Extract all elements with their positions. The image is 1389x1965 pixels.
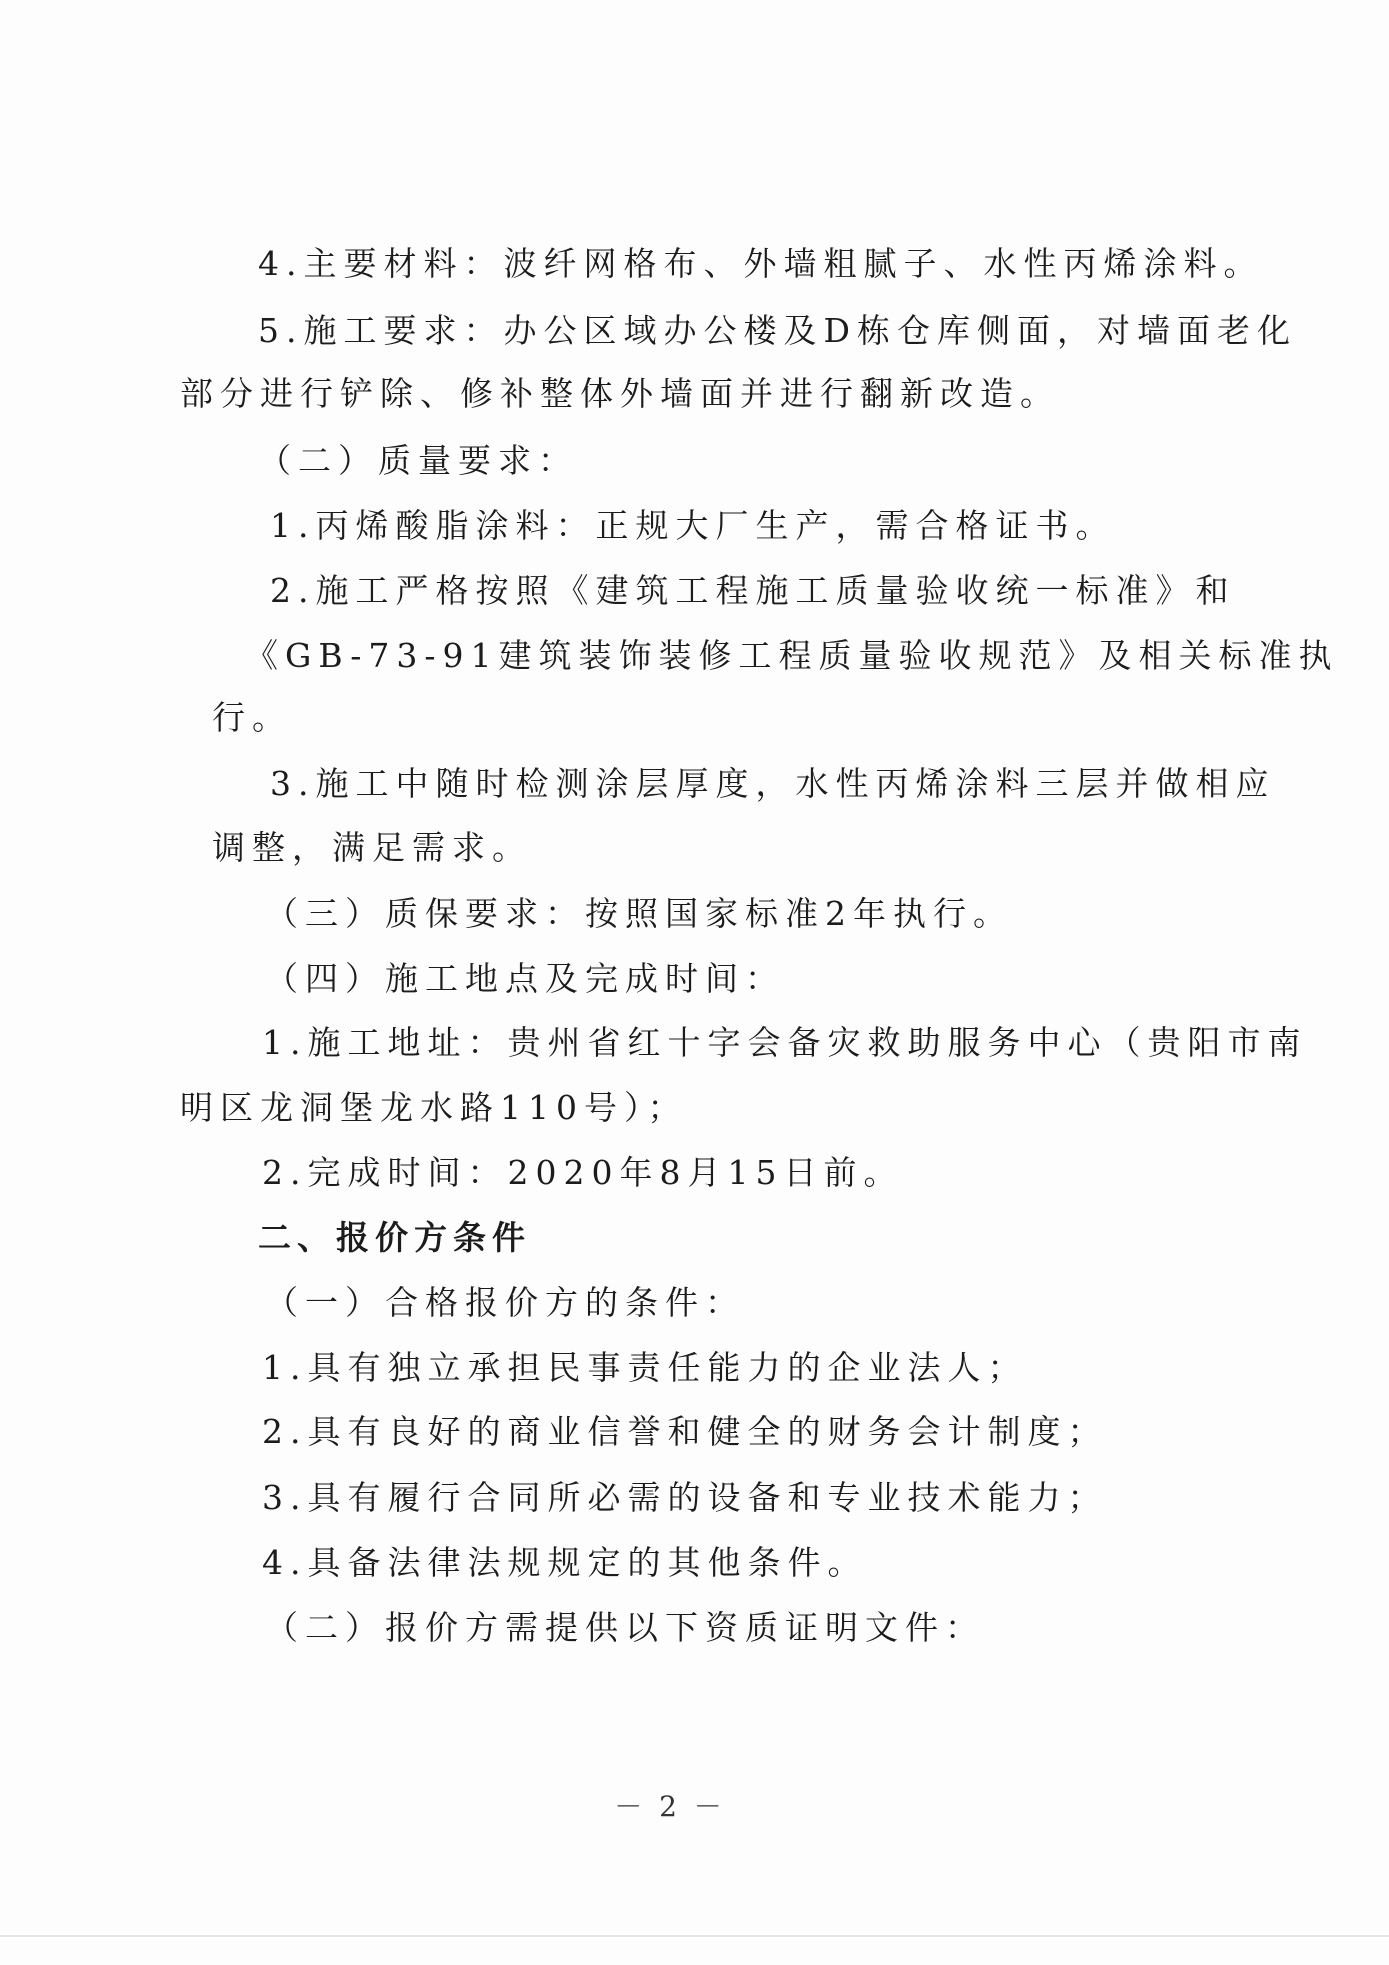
item-coating-thickness: 3.施工中随时检测涂层厚度，水性丙烯涂料三层并做相应 (270, 764, 1276, 803)
section-warranty: （三）质保要求：按照国家标准2年执行。 (265, 894, 1013, 933)
scan-edge-divider (0, 1935, 1389, 1937)
item-construction-address-cont: 明区龙洞堡龙水路110号）； (180, 1088, 688, 1127)
section-bidder-conditions: 二、报价方条件 (258, 1218, 531, 1257)
section-qualified-bidder: （一）合格报价方的条件： (265, 1283, 745, 1322)
item-construction-standard-cont: 《GB-73-91建筑装饰装修工程质量验收规范》及相关标准执 (245, 636, 1339, 675)
item-construction-address: 1.施工地址：贵州省红十字会备灾救助服务中心（贵阳市南 (262, 1023, 1308, 1062)
page-number: － 2 － (614, 1790, 726, 1823)
item-main-materials: 4.主要材料：波纤网格布、外墙粗腻子、水性丙烯涂料。 (258, 244, 1264, 283)
item-other-conditions: 4.具备法律法规规定的其他条件。 (262, 1543, 868, 1582)
item-independent-liability: 1.具有独立承担民事责任能力的企业法人； (262, 1348, 1028, 1387)
item-equipment-capability: 3.具有履行合同所必需的设备和专业技术能力； (262, 1478, 1108, 1517)
section-location-time: （四）施工地点及完成时间： (265, 959, 785, 998)
item-construction-requirements: 5.施工要求：办公区域办公楼及D栋仓库侧面，对墙面老化 (258, 311, 1297, 350)
item-construction-standard-end: 行。 (212, 698, 292, 737)
item-construction-standard: 2.施工严格按照《建筑工程施工质量验收统一标准》和 (270, 571, 1236, 610)
section-qualification-documents: （二）报价方需提供以下资质证明文件： (265, 1608, 985, 1647)
item-acrylic-coating: 1.丙烯酸脂涂料：正规大厂生产，需合格证书。 (270, 506, 1116, 545)
item-business-reputation: 2.具有良好的商业信誉和健全的财务会计制度； (262, 1412, 1108, 1451)
section-quality-requirements: （二）质量要求： (258, 441, 578, 480)
item-coating-thickness-cont: 调整，满足需求。 (212, 828, 532, 867)
item-construction-requirements-cont: 部分进行铲除、修补整体外墙面并进行翻新改造。 (180, 374, 1060, 413)
item-completion-time: 2.完成时间：2020年8月15日前。 (262, 1153, 904, 1192)
